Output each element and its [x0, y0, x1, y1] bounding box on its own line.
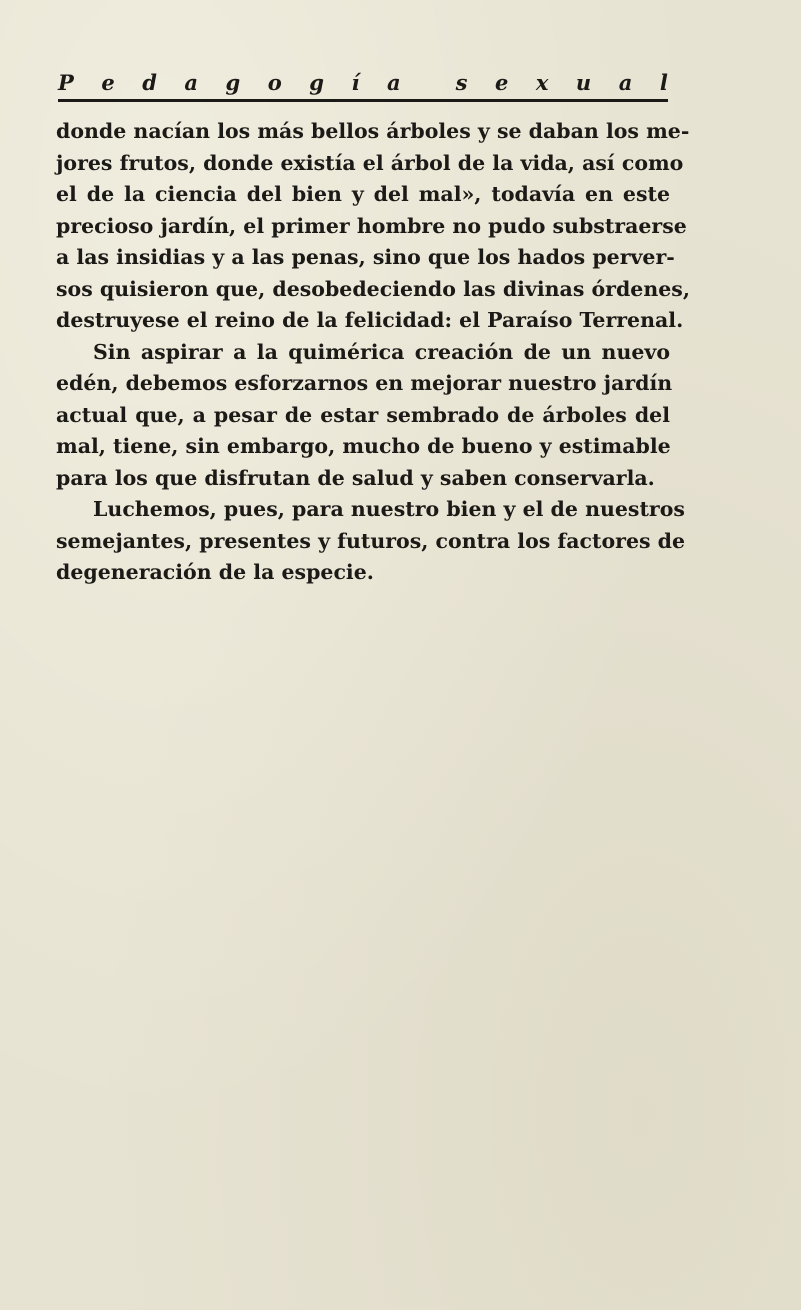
text-line: sos quisieron que, desobedeciendo las divinas órdenes, — [56, 276, 690, 301]
running-head-letter: g — [225, 70, 241, 95]
running-head-letter: í — [351, 70, 360, 95]
running-head-letter: P — [58, 70, 74, 95]
text-line: mal, tiene, sin embargo, mucho de bueno y estimable — [56, 434, 671, 458]
running-head-letter: u — [575, 70, 592, 95]
running-head-letter: e — [494, 70, 509, 95]
text-line: jores frutos, donde existía el árbol de la vida, así como — [56, 150, 684, 175]
running-head-letter: l — [659, 70, 668, 95]
text-line: donde nacían los más bellos árboles y se daban los me- — [56, 119, 690, 143]
running-head-rule — [58, 99, 668, 102]
running-head — [58, 70, 668, 100]
text-line: precioso jardín, el primer hombre no pudo substraerse — [56, 213, 687, 238]
body-text — [56, 116, 690, 589]
text-line: para los que disfrutan de salud y saben conservarla. — [56, 465, 655, 490]
text-line: a las insidias y a las penas, sino que los hados perver- — [56, 245, 675, 269]
running-head-letter: a — [618, 70, 633, 95]
text-line: edén, debemos esforzarnos en mejorar nuestro jardín — [56, 371, 673, 395]
running-head-letter: o — [267, 70, 282, 95]
running-head-letter: g — [309, 70, 324, 95]
running-head-title — [58, 70, 668, 96]
running-head-letter: s — [455, 70, 468, 95]
running-head-letter: x — [535, 70, 549, 95]
text-line: el de la ciencia del bien y del mal», todavía en este — [56, 182, 670, 206]
text-line: degeneración de la especie. — [56, 560, 374, 584]
running-head-letter: a — [386, 70, 401, 95]
text-line: actual que, a pesar de estar sembrado de árboles del — [56, 402, 670, 427]
paragraph — [56, 337, 673, 495]
paragraph — [56, 494, 686, 589]
text-line: Luchemos, pues, para nuestro bien y el de nuestros — [93, 497, 685, 521]
paragraph — [56, 116, 690, 337]
running-head-letter: d — [142, 70, 157, 95]
text-line: semejantes, presentes y futuros, contra los factores de — [56, 528, 686, 553]
text-line: destruyese el reino de la felicidad: el Paraíso Terrenal. — [56, 308, 684, 332]
text-line: Sin aspirar a la quimérica creación de un nuevo — [93, 339, 670, 364]
running-head-letter: a — [184, 70, 199, 95]
running-head-letter: e — [101, 70, 115, 95]
